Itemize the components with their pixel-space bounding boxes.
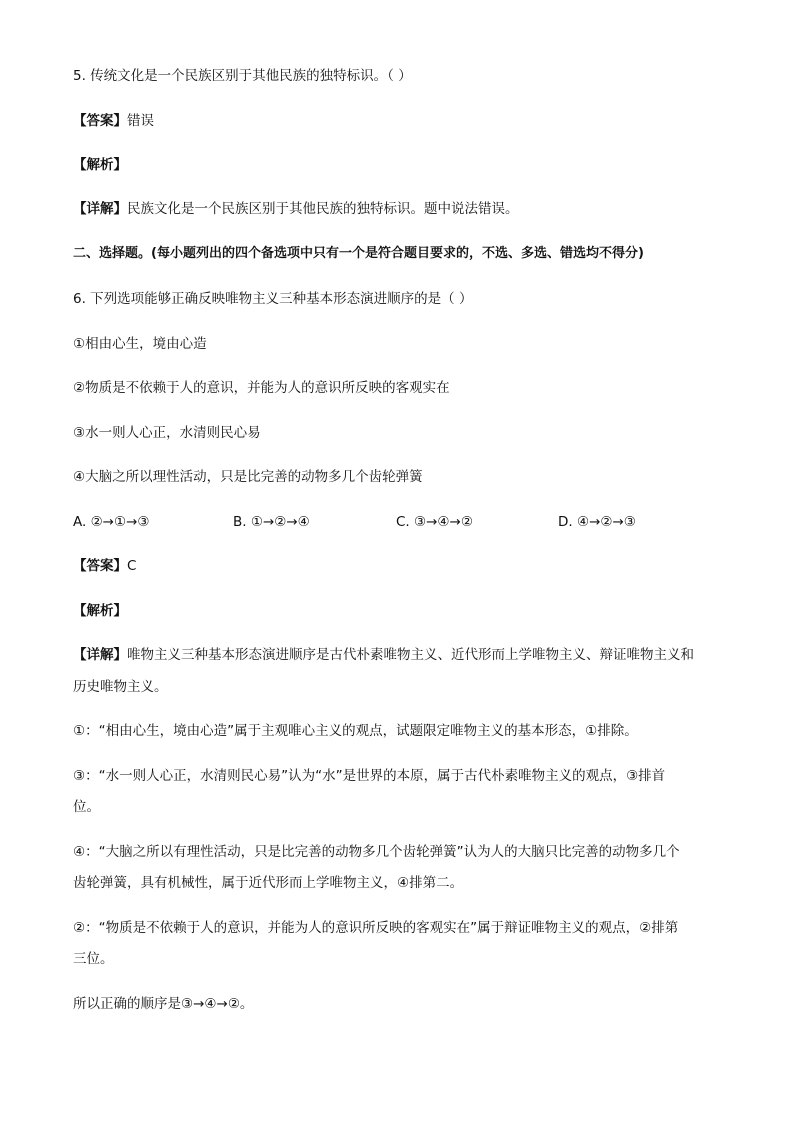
q6-explain-1: ①：“相由心生，境由心造”属于主观唯心主义的观点，试题限定唯物主义的基本形态，①排除。: [73, 723, 638, 739]
q6-explain-2-line-2: 位。: [73, 799, 100, 815]
q5-detail-tag: 【详解】: [73, 201, 127, 217]
q6-conclusion: 所以正确的顺序是③→④→②。: [73, 996, 254, 1012]
q6-item-1: ①相由心生，境由心造: [73, 336, 207, 352]
q6-explain-4-line-2: 三位。: [73, 951, 114, 967]
q6-explain-3-line-2: 齿轮弹簧，具有机械性，属于近代形而上学唯物主义，④排第二。: [73, 875, 464, 891]
q6-explain-4-line-1: ②：“物质是不依赖于人的意识，并能为人的意识所反映的客观实在”属于辩证唯物主义的观点，②排第: [73, 920, 679, 936]
section2-heading: 二、选择题。(每小题列出的四个备选项中只有一个是符合题目要求的，不选、多选、错选均不得分): [73, 246, 644, 261]
q6-stem: 6. 下列选项能够正确反映唯物主义三种基本形态演进顺序的是（ ）: [73, 291, 473, 307]
q6-item-4: ④大脑之所以理性活动，只是比完善的动物多几个齿轮弹簧: [73, 469, 423, 485]
q5-detail-line: [73, 199, 519, 219]
q6-item-2: ②物质是不依赖于人的意识，并能为人的意识所反映的客观实在: [73, 380, 450, 396]
q5-answer-value: 错误: [127, 113, 154, 129]
q6-detail-line-1: [73, 645, 694, 665]
q5-detail-text: 民族文化是一个民族区别于其他民族的独特标识。题中说法错误。: [127, 201, 519, 217]
q6-item-3: ③水一则人心正，水清则民心易: [73, 425, 261, 441]
q5-answer-tag: 【答案】: [73, 113, 127, 129]
q5-stem: 5. 传统文化是一个民族区别于其他民族的独特标识。（ ）: [73, 68, 412, 84]
q6-answer-tag: 【答案】: [73, 558, 127, 574]
q6-option-a: A. ②→①→③: [73, 514, 150, 530]
q6-detail-line-2: 历史唯物主义。: [73, 679, 168, 695]
q6-explain-2-line-1: ③：“水一则人心正，水清则民心易”认为“水”是世界的本原，属于古代朴素唯物主义的观点，③排首: [73, 768, 666, 784]
q6-detail-tag: 【详解】: [73, 647, 127, 663]
q6-option-b: B. ①→②→④: [233, 514, 310, 530]
q6-explain-3-line-1: ④：“大脑之所以有理性活动，只是比完善的动物多几个齿轮弹簧”认为人的大脑只比完善的动物多几个: [73, 844, 680, 860]
q5-answer-line: [73, 111, 154, 131]
q5-analysis-tag: 【解析】: [73, 157, 127, 173]
q6-analysis-tag: 【解析】: [73, 603, 127, 619]
q6-answer-line: [73, 556, 136, 576]
q6-detail-text-1: 唯物主义三种基本形态演进顺序是古代朴素唯物主义、近代形而上学唯物主义、辩证唯物主义和: [127, 647, 694, 663]
q6-option-c: C. ③→④→②: [396, 514, 473, 530]
q6-answer-value: C: [127, 558, 137, 574]
q6-option-d: D. ④→②→③: [558, 514, 636, 530]
